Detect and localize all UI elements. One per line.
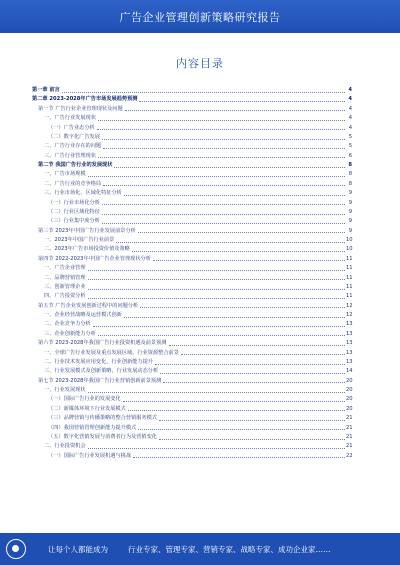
toc-entry-page: 4 (348, 87, 352, 94)
toc-entry-title: 第四节 2022-2023年中国广告企业管理现状分析 (38, 255, 151, 262)
toc-entry-title: （二）行业区域化特征 (48, 208, 100, 215)
toc-entry-title: （二）新媒体环境下行业发展模式 (48, 405, 126, 412)
toc-entry[interactable] (32, 386, 352, 395)
toc-leader-dots (125, 110, 345, 111)
toc-leader-dots (103, 148, 345, 149)
toc-entry-page: 8 (348, 162, 352, 169)
toc-entry-page: 8 (348, 171, 352, 178)
toc-leader-dots (128, 410, 345, 411)
toc-leader-dots (88, 279, 345, 280)
toc-leader-dots (159, 420, 345, 421)
toc-leader-dots (102, 223, 345, 224)
toc-leader-dots (88, 289, 345, 290)
toc-leader-dots (163, 382, 345, 383)
toc-leader-dots (98, 335, 345, 336)
toc-entry-title: 第六节 2023-2028年我国广告行业投资机遇及前景预测 (38, 340, 167, 347)
toc-entry-page: 13 (346, 340, 353, 347)
toc-leader-dots (88, 176, 345, 177)
toc-entry[interactable] (32, 283, 352, 292)
toc-entry[interactable] (32, 358, 352, 367)
toc-leader-dots (102, 214, 345, 215)
toc-entry[interactable] (32, 377, 352, 386)
toc-leader-dots (133, 457, 345, 458)
toc-entry-page: 20 (346, 396, 353, 403)
toc-entry-title: （五）数字化营销发展与消费者行为及营销变化 (48, 433, 157, 440)
toc-entry[interactable] (32, 189, 352, 198)
toc-entry-title: 第二章 2023-2028年广告市场发展趋势预测 (32, 96, 138, 103)
toc-entry-title: 第五节 广告企业发展创新过程中的问题分析 (38, 302, 139, 309)
toc-leader-dots (124, 317, 345, 318)
toc-entry-title: （三）品牌营销与传播策略的整合营销服务模式 (48, 415, 157, 422)
toc-entry-page: 4 (348, 96, 352, 103)
toc-leader-dots (138, 429, 345, 430)
toc-leader-dots (88, 298, 345, 299)
toc-entry-page: 10 (346, 237, 353, 244)
toc-entry[interactable] (32, 330, 352, 339)
toc-leader-dots (155, 364, 345, 365)
toc-entry-page: 9 (348, 190, 352, 197)
toc-entry-title: 二、2023年广告市场投资价值及策略 (44, 246, 130, 253)
toc-entry-page: 12 (346, 312, 353, 319)
toc-entry-title: 三、广告行业管理现状 (44, 152, 96, 159)
toc-entry-page: 13 (346, 330, 353, 337)
toc-leader-dots (98, 157, 345, 158)
toc-entry[interactable] (32, 227, 352, 236)
toc-entry-page: 13 (346, 321, 353, 328)
toc-entry-page: 21 (346, 443, 353, 450)
toc-leader-dots (93, 326, 345, 327)
toc-entry-title: 一、企业经营战略及运营模式创新 (44, 312, 122, 319)
toc-entry[interactable] (32, 302, 352, 311)
report-title: 广告企业管理创新策略研究报告 (119, 11, 281, 24)
toc-entry[interactable] (32, 395, 352, 404)
toc-entry-page: 11 (346, 293, 353, 300)
toc-entry[interactable] (32, 320, 352, 329)
toc-entry-page: 11 (346, 255, 353, 262)
toc-entry[interactable] (32, 161, 352, 170)
toc-entry[interactable] (32, 424, 352, 433)
footer-slogan: 让每个人都能成为 (48, 545, 108, 554)
toc-entry[interactable] (32, 367, 352, 376)
toc-entry-title: 第三节 2023年中国广告行业发展前景分析 (38, 227, 136, 234)
toc-entry-page: 9 (348, 218, 352, 225)
toc-leader-dots (123, 401, 345, 402)
toc-entry-title: 二、广告行业的竞争格局 (44, 180, 102, 187)
toc-entry[interactable] (32, 405, 352, 414)
toc-leader-dots (181, 354, 345, 355)
toc-entry[interactable] (32, 236, 352, 245)
toc-entry[interactable] (32, 442, 352, 451)
toc-entry-title: 三、企业创新能力分析 (44, 330, 96, 337)
toc-leader-dots (88, 392, 345, 393)
toc-entry-page: 20 (346, 377, 353, 384)
toc-entry-title: （一）国际广告行业发展机遇与挑战 (48, 452, 132, 459)
toc-entry[interactable] (32, 124, 352, 133)
toc-entry-title: 第七节 2023-2028年我国广告行业营销创新前景预测 (38, 377, 162, 384)
toc-entry-title: 一、广告行业发展现状 (44, 115, 96, 122)
toc-entry-page: 4 (348, 105, 352, 112)
toc-entry-title: 二、行业技术发展应用变化，行业创新能力提升 (44, 358, 153, 365)
toc-entry-title: 二、行业投资机会 (44, 443, 86, 450)
toc-entry-page: 21 (346, 433, 353, 440)
toc-entry-title: 三、行业市场化、区域化特征分析 (44, 190, 122, 197)
toc-leader-dots (169, 345, 346, 346)
toc-leader-dots (140, 307, 345, 308)
toc-leader-dots (132, 251, 345, 252)
toc-entry-title: 一、行业发展现状 (44, 387, 86, 394)
toc-leader-dots (97, 129, 345, 130)
toc-leader-dots (98, 120, 345, 121)
toc-entry[interactable] (32, 180, 352, 189)
toc-entry[interactable] (32, 114, 352, 123)
toc-entry-page: 12 (346, 302, 353, 309)
toc-leader-dots (114, 167, 345, 168)
toc-entry[interactable] (32, 274, 352, 283)
toc-leader-dots (139, 101, 345, 102)
toc-entry-title: 四、广告投资分析 (44, 293, 86, 300)
toc-entry-title: 一、广告市场规模 (44, 171, 86, 178)
toc-leader-dots (103, 185, 345, 186)
toc-entry-page: 4 (348, 124, 352, 131)
toc-entry[interactable] (32, 152, 352, 161)
toc-entry[interactable] (32, 86, 352, 95)
toc-leader-dots (116, 242, 345, 243)
toc-entry-title: 三、行业发展模式及创新策略，行业发展动态分析 (44, 368, 159, 375)
toc-entry-page: 21 (346, 424, 353, 431)
toc-entry-title: （三）行业集中度分析 (48, 218, 100, 225)
toc-entry-page: 21 (346, 415, 353, 422)
toc-entry-title: 一、广告企业管理 (44, 265, 86, 272)
toc-leader-dots (88, 448, 345, 449)
toc-entry-title: 第二节 我国广告行业的发展现状 (38, 162, 113, 169)
toc-entry-page: 9 (348, 227, 352, 234)
toc-leader-dots (138, 232, 345, 233)
toc-entry-page: 9 (348, 208, 352, 215)
toc-entry-title: 一、2023年中国广告行业前景 (44, 237, 115, 244)
logo-icon (6, 539, 26, 559)
toc-leader-dots (102, 204, 345, 205)
toc-entry-title: 一、全球广告行业发展及重点发展区域，行业资源整合前景 (44, 349, 179, 356)
toc-entry-page: 4 (348, 115, 352, 122)
toc-entry-page: 20 (346, 405, 353, 412)
toc-entry-title: （二）数字化广告发展 (48, 133, 100, 140)
toc-entry-page: 20 (346, 387, 353, 394)
toc-entry[interactable] (32, 339, 352, 348)
toc-entry[interactable] (32, 292, 352, 301)
toc-entry[interactable] (32, 245, 352, 254)
toc-entry[interactable] (32, 255, 352, 264)
toc-entry[interactable] (32, 311, 352, 320)
toc-leader-dots (159, 439, 345, 440)
toc-entry-title: 二、广告行业存在的问题 (44, 143, 102, 150)
toc-entry[interactable] (32, 217, 352, 226)
footer-tagline: 行业专家、管理专家、营销专家、战略专家、成功企业家…… (128, 545, 331, 554)
toc-entry[interactable] (32, 433, 352, 442)
toc-entry-title: 二、企业竞争力分析 (44, 321, 91, 328)
toc-entry-title: 三、创新管理企业 (44, 283, 86, 290)
toc-entry-title: 二、品牌营销管理 (44, 274, 86, 281)
toc-entry[interactable] (32, 142, 352, 151)
toc-leader-dots (124, 195, 345, 196)
toc-leader-dots (160, 373, 345, 374)
toc-entry-page: 14 (346, 368, 353, 375)
toc-entry-page: 13 (346, 358, 353, 365)
toc-entry[interactable] (32, 105, 352, 114)
header-banner (0, 0, 400, 33)
toc-entry-page: 10 (346, 246, 353, 253)
footer-banner (0, 533, 400, 565)
toc-entry-title: （一）广告业态分析 (48, 124, 95, 131)
toc-entry-title: （一）国际广告行业的发展变化 (48, 396, 121, 403)
toc-entry[interactable] (32, 264, 352, 273)
toc-entry-title: 第一章 前言 (32, 87, 60, 94)
toc-entry[interactable] (32, 133, 352, 142)
toc-entry-page: 9 (348, 199, 352, 206)
toc-entry[interactable] (32, 414, 352, 423)
toc-entry-title: （一）行业市场化分析 (48, 199, 100, 206)
toc-entry-page: 11 (346, 283, 353, 290)
toc-entry-page: 5 (348, 143, 352, 150)
toc-leader-dots (62, 92, 345, 93)
toc-entry[interactable] (32, 208, 352, 217)
toc-entry-page: 6 (348, 152, 352, 159)
table-of-contents (32, 86, 352, 461)
toc-entry-title: （四）我国营销管理创新能力提升模式 (48, 424, 137, 431)
toc-entry-title: 第一节 广告行业企业管理现状及问题 (38, 105, 123, 112)
toc-entry-page: 8 (348, 180, 352, 187)
toc-entry-page: 5 (348, 133, 352, 140)
toc-heading: 内容目录 (176, 57, 224, 70)
toc-entry[interactable] (32, 170, 352, 179)
toc-entry-page: 22 (346, 452, 353, 459)
toc-leader-dots (88, 270, 345, 271)
toc-entry[interactable] (32, 452, 352, 461)
toc-leader-dots (102, 139, 345, 140)
toc-entry-page: 13 (346, 349, 353, 356)
toc-entry-page: 11 (346, 274, 353, 281)
toc-entry[interactable] (32, 349, 352, 358)
toc-leader-dots (153, 260, 345, 261)
toc-entry-page: 11 (346, 265, 353, 272)
toc-entry[interactable] (32, 95, 352, 104)
toc-entry[interactable] (32, 199, 352, 208)
